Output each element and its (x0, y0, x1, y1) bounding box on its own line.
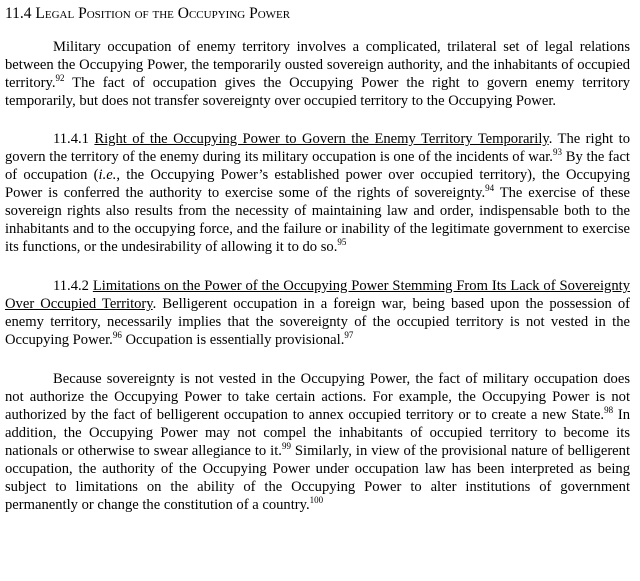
body-paragraph (5, 370, 630, 514)
text-run: Occupation is essentially provisional. (121, 332, 345, 348)
intro-paragraph (5, 38, 630, 110)
footnote-ref-97[interactable]: 97 (344, 330, 354, 341)
text-run: The fact of occupation gives the Occupying Power the right to govern enemy territory temporarily, but does not transfer sovereignty over occupied territory to the Occupying Power. (5, 75, 630, 109)
footnote-ref-98[interactable]: 98 (604, 405, 614, 416)
footnote-ref-99[interactable]: 99 (281, 441, 291, 452)
footnote-ref-100[interactable]: 100 (309, 495, 324, 506)
subsection-title: Limitations on the Power of the Occupying Power Stemming From Its Lack of Sovereignty Over Occupied Territory (5, 278, 631, 312)
subsection-number: 11.4.2 (53, 278, 93, 294)
text-run: , the Occupying Power’s established power over occupied territory), the Occupying Power is conferred the authority to exercise some of the rights of sovereignty. (5, 167, 630, 201)
section-heading: 11.4 Legal Position of the Occupying Power (5, 5, 291, 22)
footnote-ref-93[interactable]: 93 (552, 147, 562, 158)
text-run: The exercise of these sovereign rights also results from the necessity of maintaining law and order, indispensable both to the inhabitants and to the occupying force, and the failure or inability of the legitimate government to exercise its functions, or the undesirability of allowing it to do so. (5, 185, 630, 255)
text-run: Military occupation of enemy territory involves a complicated, trilateral set of legal relations between the Occupying Power, the temporarily ousted sovereign authority, and the inhabitants of occupied territory. (5, 39, 630, 91)
text-run: By the fact of occupation ( (5, 149, 630, 183)
text-run: Similarly, in view of the provisional nature of belligerent occupation, the authority of the Occupying Power under occupation law has been interpreted as being subject to limitations on the ability of the Occupying Power to alter institutions of government permanently or change the constitution of a country. (5, 443, 631, 513)
footnote-ref-92[interactable]: 92 (55, 73, 65, 84)
subsection-number: 11.4.1 (53, 131, 95, 147)
subsection-11-4-2-paragraph (5, 277, 630, 349)
subsection-11-4-1-paragraph (5, 130, 630, 256)
text-run: . The right to govern the territory of the enemy during its military occupation is one of the incidents of war. (5, 131, 630, 165)
footnote-ref-95[interactable]: 95 (337, 237, 347, 248)
footnote-ref-94[interactable]: 94 (485, 183, 495, 194)
italic-ie: i.e. (98, 167, 117, 183)
subsection-title: Right of the Occupying Power to Govern the Enemy Territory Temporarily (94, 131, 549, 147)
footnote-ref-96[interactable]: 96 (112, 330, 122, 341)
text-run: . Belligerent occupation in a foreign war, being based upon the possession of enemy territory, necessarily implies that the sovereignty of the occupied territory is not vested in the Occupying Power. (5, 296, 630, 348)
text-run: Because sovereignty is not vested in the Occupying Power, the fact of military occupation does not authorize the Occupying Power to take certain actions. For example, the Occupying Power is not authorized by the fact of belligerent occupation to annex occupied territory or to create a new State. (5, 371, 630, 423)
text-run: In addition, the Occupying Power may not compel the inhabitants of occupied territory to become its nationals or otherwise to swear allegiance to it. (5, 407, 630, 459)
